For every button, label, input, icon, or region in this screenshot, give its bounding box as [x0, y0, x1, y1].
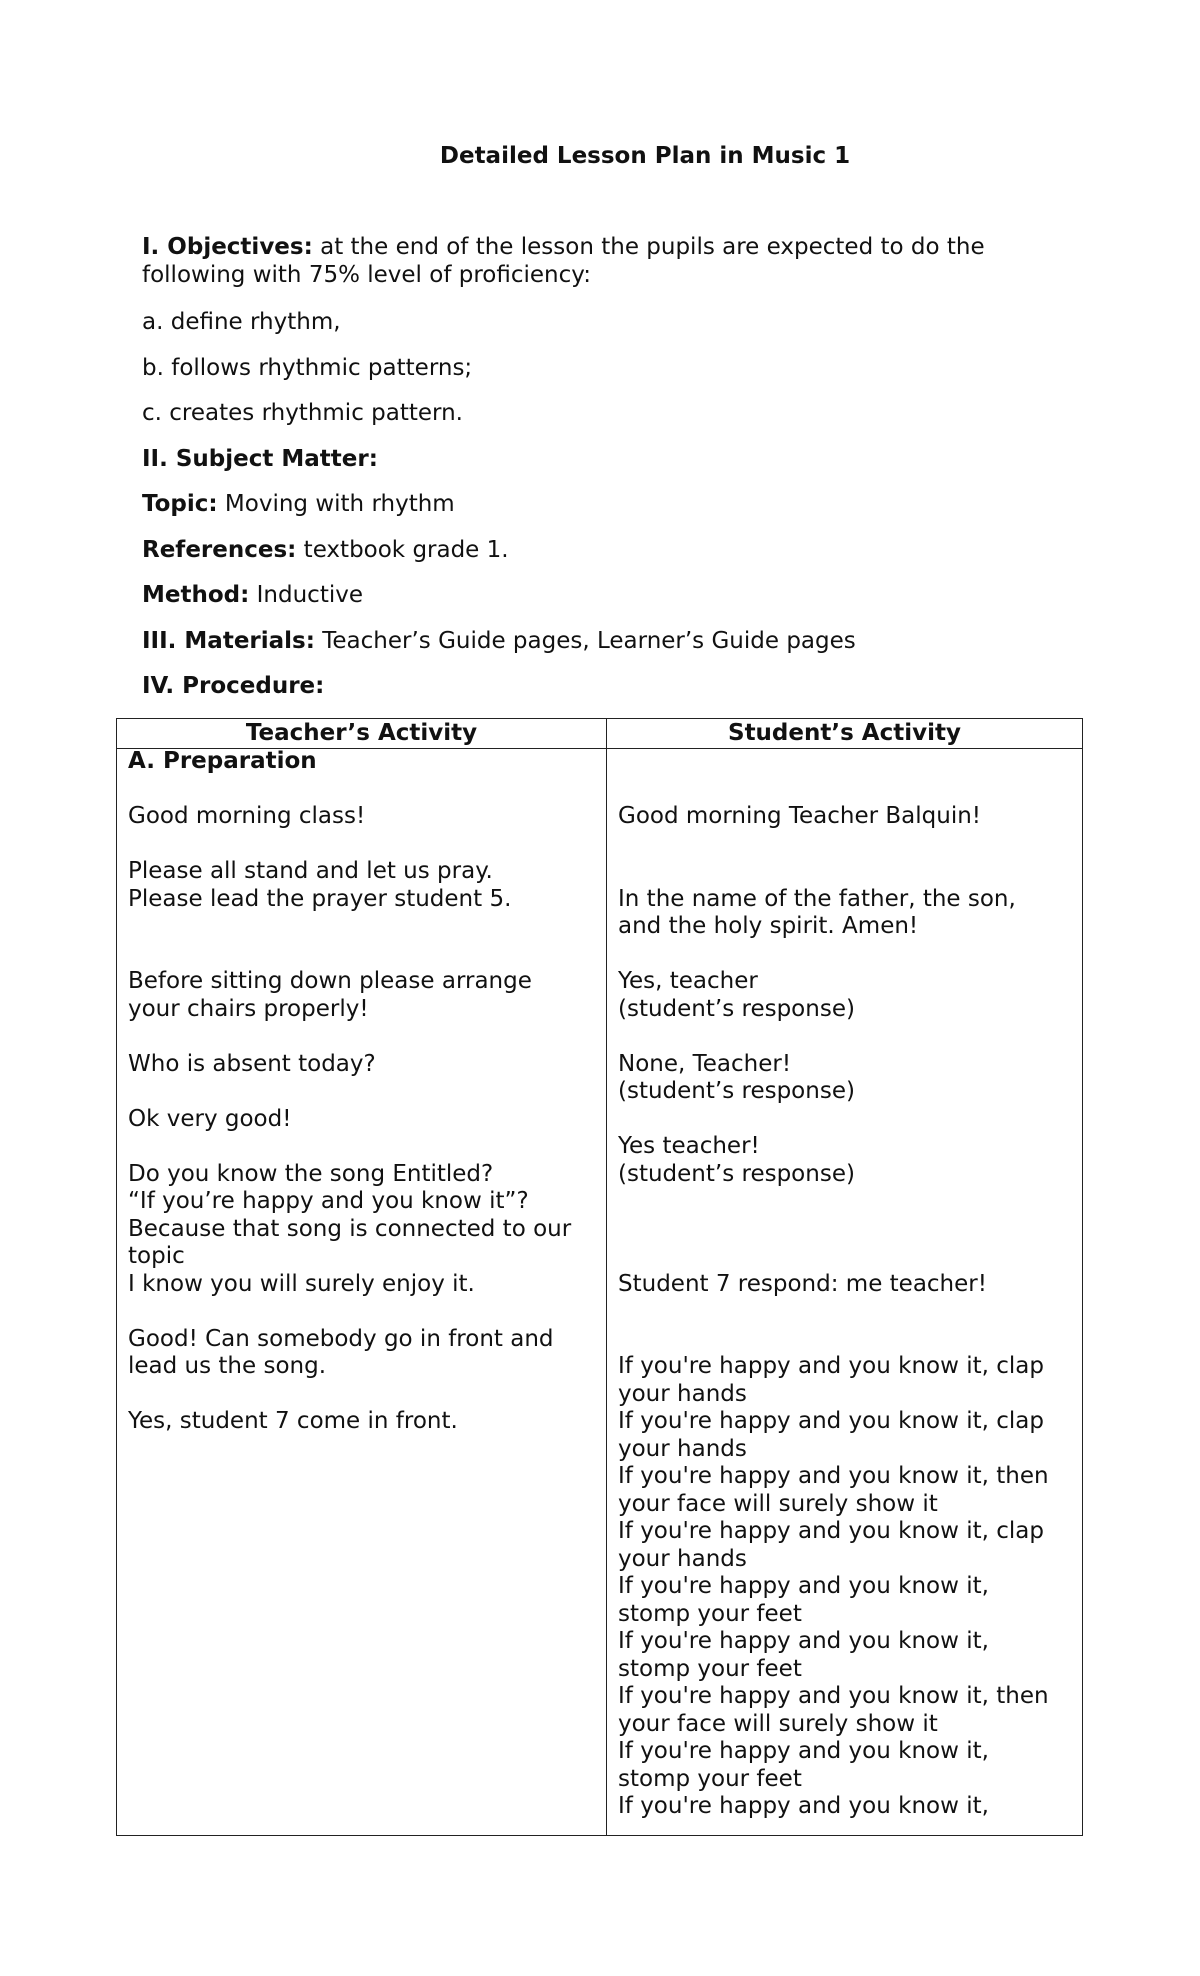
- student-activity-line: stomp your feet: [618, 1655, 802, 1682]
- header-student-activity: Student’s Activity: [728, 720, 961, 746]
- objective-item-c: c. creates rhythmic pattern.: [142, 400, 463, 426]
- topic-value: Moving with rhythm: [217, 491, 455, 517]
- teacher-activity-line: lead us the song.: [128, 1353, 327, 1379]
- teacher-activity-line: Because that song is connected to our: [128, 1215, 572, 1242]
- student-activity-line: [618, 1216, 1078, 1244]
- student-activity-line: [618, 941, 1078, 969]
- teacher-activity-line: [128, 913, 598, 941]
- subject-matter-heading: II. Subject Matter:: [142, 446, 378, 472]
- teacher-activity-line: [128, 1023, 598, 1051]
- student-activity-line: [618, 776, 1078, 804]
- teacher-activity-line: I know you will surely enjoy it.: [128, 1270, 475, 1297]
- materials-label: III. Materials:: [142, 628, 315, 654]
- teacher-activity-line: Before sitting down please arrange: [128, 968, 532, 994]
- objective-item-b: b. follows rhythmic patterns;: [142, 355, 473, 381]
- references-label: References:: [142, 537, 297, 563]
- student-activity-line: Student 7 respond: me teacher!: [618, 1270, 987, 1297]
- student-activity-line: [618, 1326, 1078, 1354]
- method-label: Method:: [142, 582, 250, 608]
- teacher-activity-line: Yes, student 7 come in front.: [128, 1408, 458, 1434]
- method-value: Inductive: [249, 582, 363, 608]
- student-activity-line: [618, 748, 1078, 776]
- teacher-activity-line: Ok very good!: [128, 1105, 292, 1132]
- teacher-activity-line: Who is absent today?: [128, 1050, 376, 1077]
- teacher-activity-line: your chairs properly!: [128, 995, 369, 1022]
- student-activity-line: If you're happy and you know it, then: [618, 1683, 1049, 1709]
- student-activity-line: [618, 1188, 1078, 1216]
- student-activity-line: If you're happy and you know it,: [618, 1628, 989, 1654]
- objective-item-a: a. define rhythm,: [142, 309, 341, 335]
- objectives-text: at the end of the lesson the pupils are expected to do the following with 75% level of proficiency:: [142, 234, 985, 288]
- student-activity-line: stomp your feet: [618, 1600, 802, 1627]
- teacher-activity-line: [128, 1078, 598, 1106]
- teacher-activity-line: [128, 941, 598, 969]
- references-line: [142, 536, 1042, 564]
- student-activity-line: [618, 1106, 1078, 1134]
- header-teacher-activity: Teacher’s Activity: [245, 720, 478, 746]
- student-activity-line: (student’s response): [618, 995, 855, 1022]
- student-activity-line: None, Teacher!: [618, 1050, 792, 1077]
- teacher-activity-line: topic: [128, 1243, 185, 1269]
- materials-line: [142, 627, 1042, 655]
- student-activity-line: [618, 1243, 1078, 1271]
- teacher-activity-line: [128, 1381, 598, 1409]
- teacher-activity-line: A. Preparation: [128, 748, 317, 774]
- materials-value: Teacher’s Guide pages, Learner’s Guide pages: [314, 628, 856, 654]
- topic-line: [142, 490, 1042, 518]
- references-value: textbook grade 1.: [296, 537, 509, 563]
- column-divider: [606, 719, 607, 1835]
- student-activity-line: If you're happy and you know it, clap: [618, 1408, 1044, 1434]
- student-activity-line: (student’s response): [618, 1078, 855, 1104]
- student-activity-line: Yes, teacher: [618, 968, 758, 994]
- student-activity-line: Good morning Teacher Balquin!: [618, 803, 982, 829]
- student-activity-line: [618, 858, 1078, 886]
- student-activity-line: In the name of the father, the son,: [618, 885, 1016, 912]
- student-activity-line: your face will surely show it: [618, 1490, 938, 1517]
- student-activity-line: stomp your feet: [618, 1765, 802, 1792]
- teacher-activity-line: Please all stand and let us pray.: [128, 858, 493, 884]
- student-activity-column: [618, 748, 1078, 1821]
- student-activity-line: If you're happy and you know it,: [618, 1793, 989, 1819]
- student-activity-line: your hands: [618, 1380, 747, 1407]
- topic-label: Topic:: [142, 491, 218, 517]
- student-activity-line: [618, 831, 1078, 859]
- student-activity-line: If you're happy and you know it,: [618, 1573, 989, 1599]
- teacher-activity-line: [128, 831, 598, 859]
- student-activity-line: If you're happy and you know it,: [618, 1738, 989, 1764]
- student-activity-line: your face will surely show it: [618, 1710, 938, 1737]
- teacher-activity-column: [128, 748, 598, 1436]
- student-activity-line: If you're happy and you know it, clap: [618, 1353, 1044, 1379]
- teacher-activity-line: Good morning class!: [128, 803, 366, 829]
- student-activity-line: If you're happy and you know it, clap: [618, 1518, 1044, 1544]
- page-title: Detailed Lesson Plan in Music 1: [439, 143, 851, 169]
- teacher-activity-line: Do you know the song Entitled?: [128, 1160, 494, 1187]
- student-activity-line: Yes teacher!: [618, 1133, 760, 1159]
- student-activity-line: [618, 1298, 1078, 1326]
- teacher-activity-line: “If you’re happy and you know it”?: [128, 1188, 529, 1214]
- procedure-table: [116, 718, 1083, 1836]
- objectives-paragraph: [142, 233, 1042, 289]
- teacher-activity-line: [128, 1133, 598, 1161]
- procedure-heading: IV. Procedure:: [142, 673, 325, 699]
- teacher-activity-line: [128, 1298, 598, 1326]
- student-activity-line: your hands: [618, 1545, 747, 1572]
- teacher-activity-line: [128, 776, 598, 804]
- student-activity-line: [618, 1023, 1078, 1051]
- student-activity-line: your hands: [618, 1435, 747, 1462]
- teacher-activity-line: Good! Can somebody go in front and: [128, 1325, 554, 1352]
- method-line: [142, 581, 1042, 609]
- student-activity-line: and the holy spirit. Amen!: [618, 913, 919, 939]
- student-activity-line: (student’s response): [618, 1160, 855, 1187]
- teacher-activity-line: Please lead the prayer student 5.: [128, 885, 512, 912]
- student-activity-line: If you're happy and you know it, then: [618, 1463, 1049, 1489]
- objectives-label: I. Objectives:: [142, 234, 313, 260]
